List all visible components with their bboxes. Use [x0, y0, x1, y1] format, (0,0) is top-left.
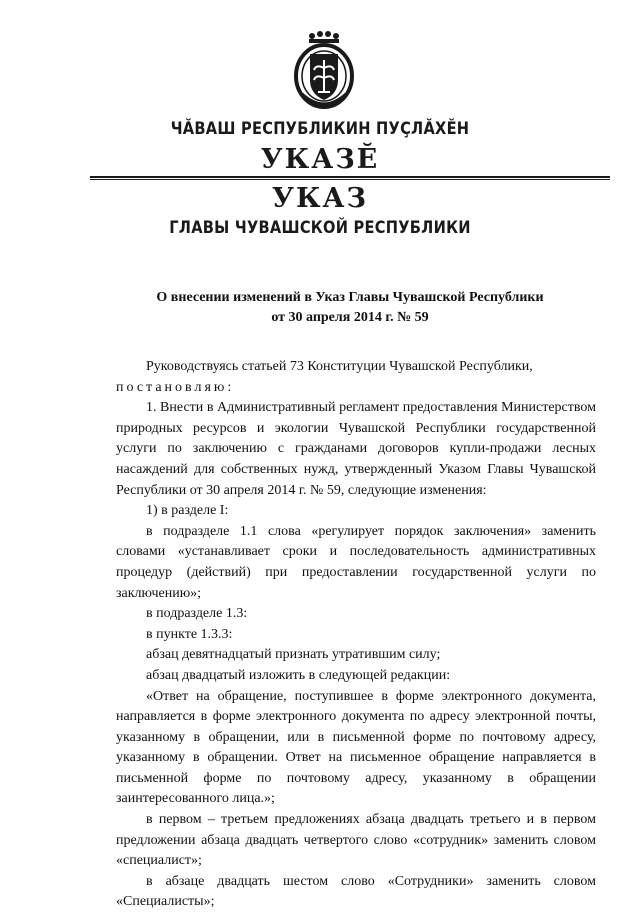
paragraph: 1) в разделе I: [146, 503, 229, 519]
decree-word: постановляю: [116, 379, 235, 395]
paragraph: в подразделе 1.1 слова «регулирует порядок заключения» заменить словами «устанавливает сроки и последовательность административных процедур (действий) при предоставлении государственной услуги по заключению»; [116, 523, 596, 601]
title-line-1: О внесении изменений в Указ Главы Чувашской Республики [156, 290, 544, 305]
paragraph: в первом – третьем предложениях абзаца двадцать третьего и в первом предложении абзаца двадцать четвертого слово «сотрудник» заменить словом «специалист»; [116, 812, 596, 869]
paragraph: в подразделе 1.3: [146, 606, 248, 622]
chuvash-header-line1: ЧӐВАШ РЕСПУБЛИКИН ПУҪЛӐХӖН [170, 119, 470, 139]
document-title [90, 288, 610, 328]
paragraph: абзац девятнадцатый признать утратившим силу; [146, 647, 441, 663]
intro-paragraph: Руководствуясь статьей 73 Конституции Чувашской Республики, [146, 359, 533, 374]
chuvash-coat-of-arms-icon [292, 30, 356, 110]
paragraph: абзац двадцатый изложить в следующей редакции: [146, 667, 451, 683]
chuvash-header-line2: УКАЗӖ [260, 144, 380, 175]
title-line-2: от 30 апреля 2014 г. № 59 [271, 310, 429, 325]
paragraph: «Ответ на обращение, поступившее в форме электронного документа, направляется в форме электронного документа по адресу электронной почты, указанному в обращении, или в письменной форме по почтовому адресу, указанному в обращении. Ответ на письменное обращение направляется в письменной форме по почтовому адресу, указанному в обращении заинтересованного лица.»; [116, 688, 596, 807]
russian-header-line1: УКАЗ [272, 183, 368, 214]
russian-header-line2: ГЛАВЫ ЧУВАШСКОЙ РЕСПУБЛИКИ [169, 218, 471, 238]
paragraph: в пункте 1.3.3: [146, 626, 233, 642]
header-divider-thin [90, 179, 610, 180]
paragraph: 1. Внести в Административный регламент предоставления Министерством природных ресурсов и экологии Чувашской Республики государственной услуги по заключению с гражданами договоров купли-продажи лесных насаждений для собственных нужд, утвержденный Указом Главы Чувашской Республики от 30 апреля 2014 г. № 59, следующие изменения: [116, 400, 596, 498]
document-body [116, 357, 596, 913]
header-divider [90, 176, 610, 178]
paragraph: в абзаце двадцать шестом слово «Сотрудники» заменить словом «Специалисты»; [116, 873, 596, 910]
